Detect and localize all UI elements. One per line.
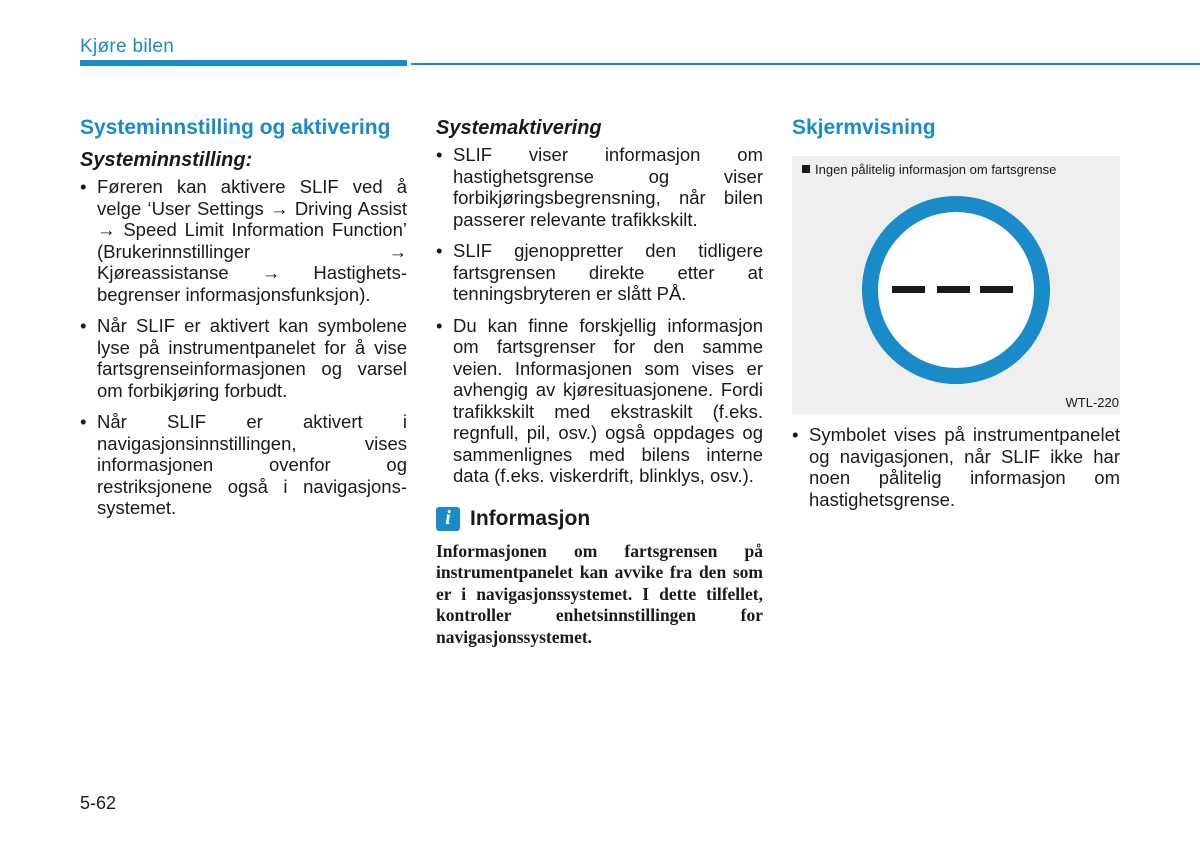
figure-caption — [802, 162, 1056, 177]
header-title: Kjøre bilen — [80, 36, 175, 57]
header-rule-thin — [411, 63, 1200, 65]
subheading-system-settings: Systeminnstilling: — [80, 149, 253, 171]
caption-square-icon — [802, 165, 810, 173]
info-text: Informasjonen om fartsgrensen på instrumentpanelet kan avvike fra den som er i navigasjonssystemet. I dette tilfellet, kontroller enhetsinnstillingen for navigasjonssystemet. — [436, 540, 763, 647]
list-item: • Symbolet vises på instrumentpanelet og navigasjonen, når SLIF ikke har noen pålitelig informasjon om hastighetsgrense. — [792, 424, 1120, 510]
figure-panel — [792, 156, 1120, 414]
list-item: • Når SLIF er aktivert i navigasjonsinnstillingen, vises informasjonen ovenfor og restriksjonene også i navigasjonssystemet. — [80, 411, 407, 519]
info-box-header — [436, 507, 763, 531]
sign-dash-middle — [937, 286, 970, 293]
list-item: • Føreren kan aktivere SLIF ved å velge ‘User Settings → Driving Assist → Speed Limit Information Function’ (Brukerinnstillinger → Kjøreassistanse → Hastighetsbegrenser informasjonsfunksjon). — [80, 176, 407, 305]
list-item: • Du kan finne forskjellig informasjon om fartsgrenser for den samme veien. Informasjonen som vises er avhengig av kjøresituasjonene. Fordi trafikkskilt med ekstraskilt (f.eks. regnfull, pil, osv.) også oppdages og sammenlignes med bilens interne data (f.eks. viskerdrift, blinklys, osv.). — [436, 315, 763, 487]
section-heading-display: Skjermvisning — [792, 116, 936, 139]
column-left — [80, 116, 407, 529]
column-right — [792, 116, 1120, 520]
section-heading-system-settings: Systeminnstilling og aktivering — [80, 116, 391, 139]
figure-caption-text: Ingen pålitelig informasjon om fartsgrense — [815, 162, 1057, 177]
no-speed-info-sign-icon — [860, 194, 1052, 386]
list-item: • SLIF gjenoppretter den tidligere fartsgrensen direkte etter at tenningsbryteren er slått PÅ. — [436, 240, 763, 305]
bullet-list-display — [792, 424, 1120, 510]
column-middle — [436, 116, 763, 648]
list-item: • SLIF viser informasjon om hastighetsgrense og viser forbikjøringsbegrensning, når bilen passerer relevante trafikkskilt. — [436, 144, 763, 230]
subheading-system-activation: Systemaktivering — [436, 117, 602, 139]
sign-dash-left — [892, 286, 925, 293]
list-item: • Når SLIF er aktivert kan symbolene lyse på instrumentpanelet for å vise fartsgrenseinformasjonen og varsel om forbikjøring forbudt. — [80, 315, 407, 401]
sign-dash-right — [980, 286, 1013, 293]
info-title: Informasjon — [470, 506, 591, 530]
figure-code: WTL-220 — [1065, 395, 1119, 410]
bullet-list-settings — [80, 176, 407, 519]
bullet-list-activation — [436, 144, 763, 487]
header-rule-thick — [80, 60, 407, 66]
info-icon: i — [436, 507, 460, 531]
page-number: 5-62 — [80, 793, 117, 813]
